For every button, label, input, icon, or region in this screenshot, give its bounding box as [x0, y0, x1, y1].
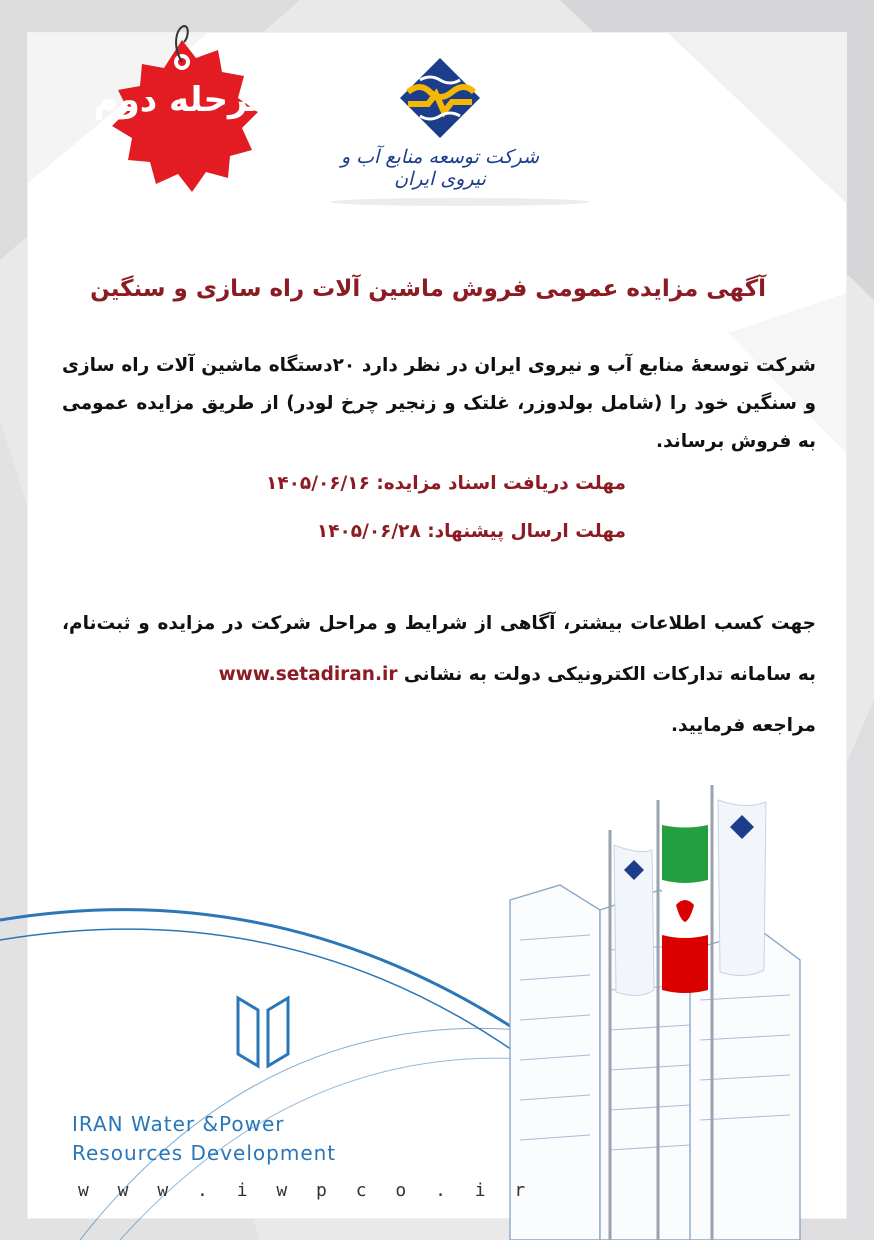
logo-shadow	[330, 195, 590, 209]
company-name-en	[72, 1110, 336, 1168]
setadiran-link[interactable]: www.setadiran.ir	[218, 664, 398, 685]
stage-badge-label: مرحله دوم	[93, 80, 271, 120]
water-power-logo-icon	[400, 58, 480, 140]
notice-info	[62, 598, 816, 751]
company-website[interactable]: w w w . i w p c o . i r	[78, 1180, 535, 1201]
company-name-fa: شرکت توسعه منابع آب و نیروی ایران	[340, 146, 540, 190]
deadline-documents: مهلت دریافت اسناد مزایده: ۱۴۰۵/۰۶/۱۶	[266, 473, 626, 494]
notice-title: آگهی مزایده عمومی فروش ماشین آلات راه سازی و سنگین	[90, 276, 766, 302]
notice-intro: شرکت توسعهٔ منابع آب و نیروی ایران در نظر دارد ۲۰دستگاه ماشین آلات راه سازی و سنگین خود را (شامل بولدوزر، غلتک و زنجیر چرخ لودر) از طریق مزایده عمومی به فروش برساند.	[62, 355, 816, 452]
info-end: مراجعه فرمایید.	[671, 715, 816, 736]
company-name-en-line1: IRAN Water &Power	[72, 1112, 285, 1136]
company-logo	[330, 58, 550, 193]
company-name-en-line2: Resources Development	[72, 1141, 337, 1165]
building-with-flags-icon	[0, 770, 874, 1240]
deadline-offers: مهلت ارسال پیشنهاد: ۱۴۰۵/۰۶/۲۸	[316, 521, 626, 542]
info-text: جهت کسب اطلاعات بیشتر، آگاهی از شرایط و مراحل شرکت در مزایده و ثبت‌نام، به سامانه تدارکات الکترونیکی دولت به نشانی	[62, 613, 816, 685]
